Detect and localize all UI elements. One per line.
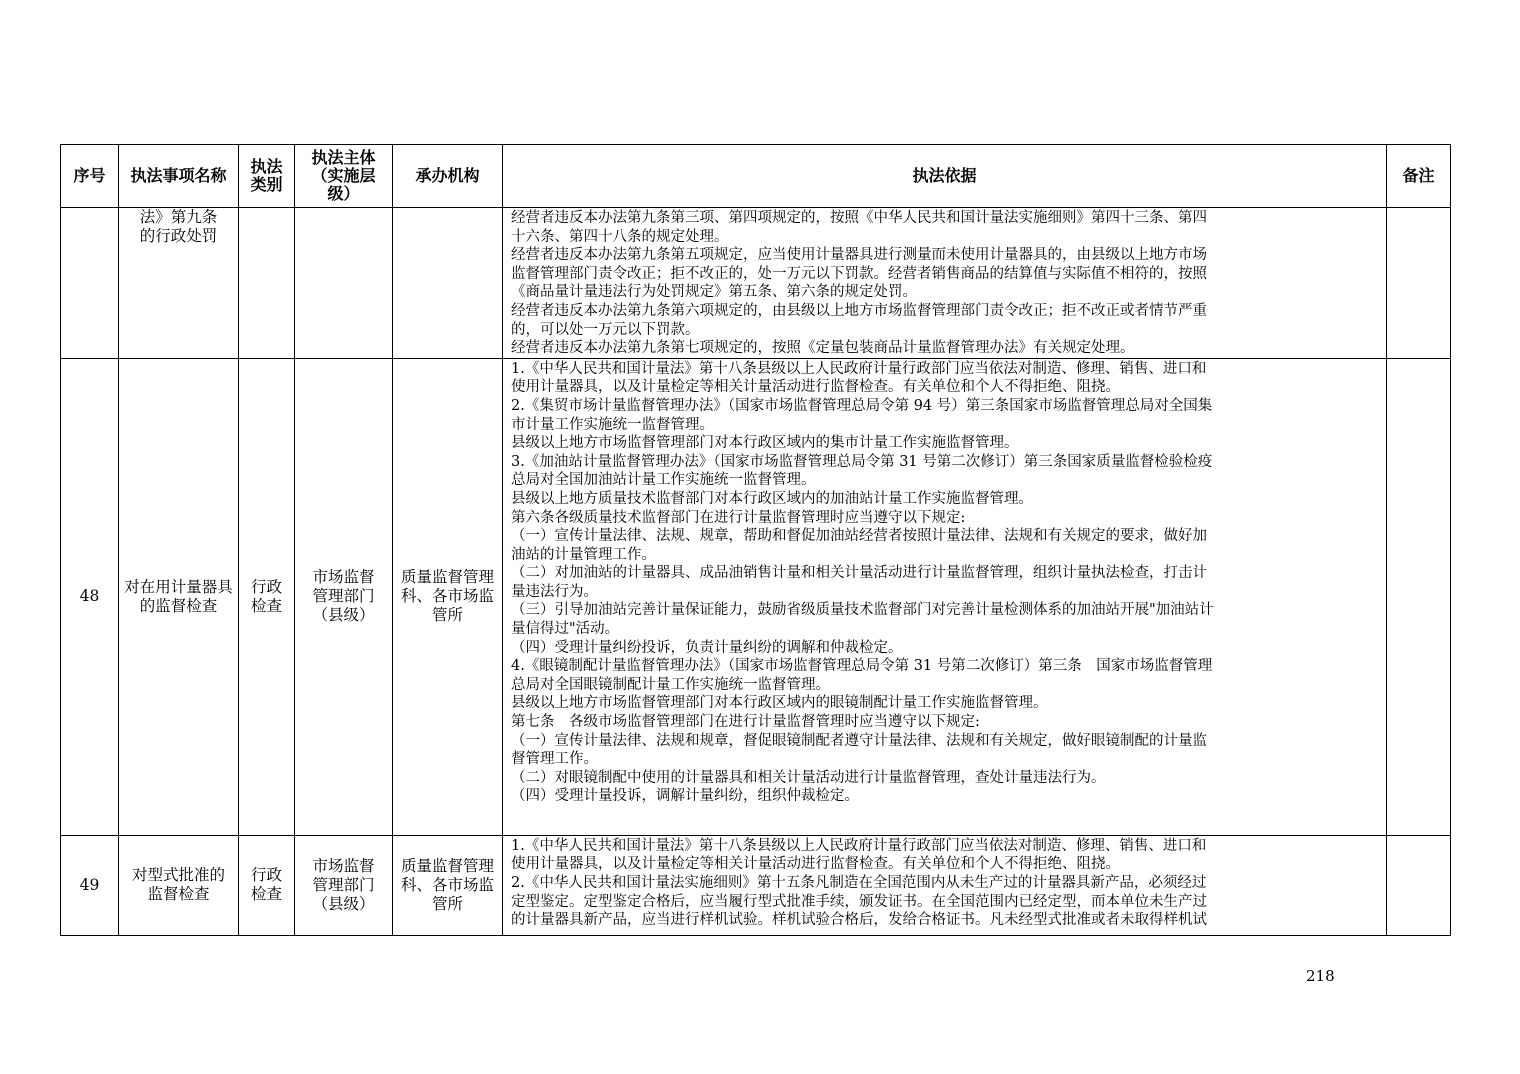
basis-line: 2.《集贸市场计量监督管理办法》（国家市场监督管理总局令第 94 号）第三条国家市场监督管理总局对全国集 [511, 397, 1213, 414]
basis-line: 县级以上地方市场监督管理部门对本行政区域内的集市计量工作实施监督管理。 [511, 435, 1019, 452]
row-category [239, 208, 295, 359]
basis-line: 经营者违反本办法第九条第三项、第四项规定的，按照《中华人民共和国计量法实施细则》第四十三条、第四 [511, 210, 1207, 226]
basis-line: （二）对眼镜制配中使用的计量器具和相关计量活动进行计量监督管理，查处计量违法行为。 [511, 769, 1106, 786]
row-category-text: 行政检查 [250, 866, 282, 904]
row-subject-text: 市场监督管理部门（县级） [312, 856, 375, 913]
basis-line: 督管理工作。 [511, 751, 598, 768]
header-category [239, 145, 295, 208]
header-subject-text: 执法主体（实施层级） [311, 148, 376, 203]
basis-line: 油站的计量管理工作。 [511, 546, 656, 563]
basis-line: 监督管理部门责令改正；拒不改正的，处一万元以下罚款。经营者销售商品的结算值与实际值不相符的，按照 [511, 265, 1207, 282]
header-item-name: 执法事项名称 [119, 145, 239, 208]
basis-line: 《商品量计量违法行为处罚规定》第五条、第六条的规定处罚。 [511, 284, 917, 301]
row-basis [503, 835, 1387, 935]
basis-line: 的计量器具新产品，应当进行样机试验。样机试验合格后，发给合格证书。凡未经型式批准或者未取得样机试 [511, 912, 1207, 929]
basis-line: 2.《中华人民共和国计量法实施细则》第十五条凡制造在全国范围内从未生产过的计量器具新产品，必须经过 [511, 874, 1207, 891]
row-remarks [1387, 358, 1451, 835]
enforcement-table [60, 144, 1451, 936]
basis-line: 使用计量器具，以及计量检定等相关计量活动进行监督检查。有关单位和个人不得拒绝、阻挠。 [511, 856, 1120, 873]
row-item-name [119, 835, 239, 935]
row-item-name [119, 358, 239, 835]
basis-line: 1.《中华人民共和国计量法》第十八条县级以上人民政府计量行政部门应当依法对制造、修理、销售、进口和 [511, 360, 1207, 377]
basis-line: 市计量工作实施统一监督管理。 [511, 416, 714, 433]
basis-line: 经营者违反本办法第九条第六项规定的，由县级以上地方市场监督管理部门责令改正；拒不改正或者情节严重 [511, 302, 1207, 319]
basis-line: 1.《中华人民共和国计量法》第十八条县级以上人民政府计量行政部门应当依法对制造、修理、销售、进口和 [511, 837, 1207, 854]
row-subject [295, 358, 393, 835]
page-number: 218 [1306, 967, 1335, 985]
table-row [61, 835, 1451, 935]
basis-line: 第七条 各级市场监督管理部门在进行计量监督管理时应当遵守以下规定: [511, 714, 980, 731]
row-subject [295, 835, 393, 935]
header-seq: 序号 [61, 145, 119, 208]
header-subject [295, 145, 393, 208]
basis-line: 经营者违反本办法第九条第七项规定的，按照《定量包装商品计量监督管理办法》有关规定处理。 [511, 340, 1135, 357]
basis-line: 总局对全国加油站计量工作实施统一监督管理。 [511, 472, 816, 489]
row-basis [503, 208, 1387, 359]
row-item-name-text: 对在用计量器具的监督检查 [124, 577, 233, 615]
basis-line: （二）对加油站的计量器具、成品油销售计量和相关计量活动进行计量监督管理，组织计量执法检查，打击计 [511, 565, 1207, 582]
row-agency-text: 质量监督管理科、各市场监管所 [400, 568, 494, 625]
row-item-name-text: 对型式批准的监督检查 [131, 866, 225, 904]
basis-line: 量违法行为。 [511, 583, 598, 600]
basis-line: （一）宣传计量法律、法规和规章，督促眼镜制配者遵守计量法律、法规和有关规定，做好眼镜制配的计量监 [511, 732, 1207, 749]
table-row [61, 358, 1451, 835]
row-agency [393, 208, 503, 359]
row-category [239, 358, 295, 835]
row-subject [295, 208, 393, 359]
row-seq [61, 208, 119, 359]
basis-line: 定型鉴定。定型鉴定合格后，应当履行型式批准手续，颁发证书。在全国范围内已经定型，而本单位未生产过 [511, 893, 1207, 910]
row-basis [503, 358, 1387, 835]
header-category-text: 执法类别 [250, 157, 283, 194]
row-category [239, 835, 295, 935]
row-remarks [1387, 208, 1451, 359]
basis-line: （四）受理计量纠纷投诉，负责计量纠纷的调解和仲裁检定。 [511, 639, 903, 656]
basis-line: 使用计量器具，以及计量检定等相关计量活动进行监督检查。有关单位和个人不得拒绝、阻挠。 [511, 379, 1120, 396]
table-row [61, 208, 1451, 359]
row-subject-text: 市场监督管理部门（县级） [312, 568, 375, 625]
row-agency [393, 835, 503, 935]
row-seq: 49 [61, 835, 119, 935]
basis-line: 的，可以处一万元以下罚款。 [511, 321, 700, 338]
basis-line: 3.《加油站计量监督管理办法》（国家市场监督管理总局令第 31 号第二次修订）第三条国家质量监督检验检疫 [511, 453, 1213, 470]
header-basis: 执法依据 [503, 145, 1387, 208]
header-remarks: 备注 [1387, 145, 1451, 208]
basis-line: （一）宣传计量法律、法规、规章，帮助和督促加油站经营者按照计量法律、法规和有关规定的要求，做好加 [511, 528, 1207, 545]
row-item-name [119, 208, 239, 359]
basis-line: 量信得过"活动。 [511, 621, 620, 638]
basis-line: （四）受理计量投诉，调解计量纠纷，组织仲裁检定。 [511, 788, 859, 805]
basis-line: 4.《眼镜制配计量监督管理办法》（国家市场监督管理总局令第 31 号第二次修订）第三条 国家市场监督管理 [511, 658, 1213, 675]
basis-line: 县级以上地方质量技术监督部门对本行政区域内的加油站计量工作实施监督管理。 [511, 490, 1033, 507]
row-agency [393, 358, 503, 835]
basis-line: 县级以上地方市场监督管理部门对本行政区域内的眼镜制配计量工作实施监督管理。 [511, 695, 1048, 712]
basis-line: （三）引导加油站完善计量保证能力，鼓励省级质量技术监督部门对完善计量检测体系的加油站开展"加油站计 [511, 602, 1214, 619]
basis-line: 十六条、第四十八条的规定处理。 [511, 228, 729, 245]
row-category-text: 行政检查 [250, 577, 282, 615]
table-header-row [61, 145, 1451, 208]
basis-line: 经营者违反本办法第九条第五项规定，应当使用计量器具进行测量而未使用计量器具的，由县级以上地方市场 [511, 247, 1207, 264]
row-agency-text: 质量监督管理科、各市场监管所 [400, 856, 494, 913]
row-seq: 48 [61, 358, 119, 835]
row-item-name-text: 法》第九条的行政处罚 [139, 208, 218, 245]
row-remarks [1387, 835, 1451, 935]
header-agency: 承办机构 [393, 145, 503, 208]
basis-line: 第六条各级质量技术监督部门在进行计量监督管理时应当遵守以下规定: [511, 509, 966, 526]
basis-line: 总局对全国眼镜制配计量工作实施统一监督管理。 [511, 676, 830, 693]
